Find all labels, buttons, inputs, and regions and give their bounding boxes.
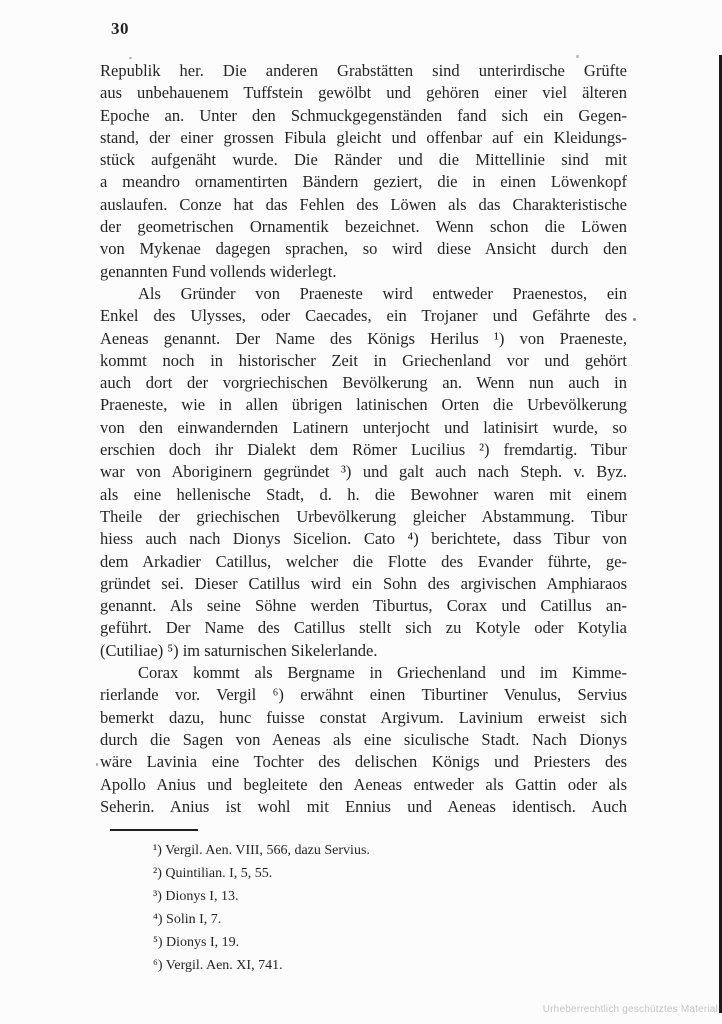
- text-line: a meandro ornamentirten Bändern geziert, die in einen Löwenkopf: [100, 172, 627, 192]
- text-line: Corax kommt als Bergname in Griechenland und im Kimme-: [138, 663, 627, 683]
- text-line: Enkel des Ulysses, oder Caecades, ein Trojaner und Gefährte des: [100, 306, 627, 326]
- text-line: von den einwandernden Latinern unterjocht und latinisirt wurde, so: [100, 417, 627, 437]
- text-line: bemerkt dazu, hunc fuisse constat Argivum. Lavinium erweist sich: [100, 707, 627, 727]
- text-line: von Mykenae dagegen sprachen, so wird diese Ansicht durch den: [100, 239, 627, 259]
- text-line: erschien doch ihr Dialekt dem Römer Lucilius ²) fremdartig. Tibur: [100, 440, 627, 460]
- text-line: dem Arkadier Catillus, welcher die Flotte des Evander führte, ge-: [100, 551, 627, 571]
- text-line: Seherin. Anius ist wohl mit Ennius und Aeneas identisch. Auch: [100, 796, 627, 816]
- text-line: Aeneas genannt. Der Name des Königs Herilus ¹) von Praeneste,: [100, 328, 627, 348]
- paragraph: [100, 662, 627, 818]
- text-line: der geometrischen Ornamentik bezeichnet. Wenn schon die Löwen: [100, 217, 627, 237]
- footnote-line: ¹) Vergil. Aen. VIII, 566, dazu Servius.: [153, 843, 370, 858]
- footnote-separator: [110, 829, 198, 831]
- text-line: stand, der einer grossen Fibula gleicht und offenbar auf ein Kleidungs-: [100, 127, 627, 147]
- text-line: (Cutiliae) ⁵) im saturnischen Sikelerlande.: [100, 640, 378, 660]
- text-line: Als Gründer von Praeneste wird entweder Praenestos, ein: [138, 283, 627, 303]
- text-line: durch die Sagen von Aeneas als eine siculische Stadt. Nach Dionys: [100, 729, 627, 749]
- text-line: auch dort der vorgriechischen Bevölkerung an. Wenn nun auch in: [100, 373, 627, 393]
- text-line: Apollo Anius und begleitete den Aeneas entweder als Gattin oder als: [100, 774, 627, 794]
- scan-speck: [633, 318, 636, 321]
- text-line: Epoche an. Unter den Schmuckgegenständen fand sich ein Gegen-: [100, 105, 627, 125]
- footnote-line: ⁶) Vergil. Aen. XI, 741.: [153, 958, 283, 973]
- text-line: wäre Lavinia eine Tochter des delischen Königs und Priesters des: [100, 752, 627, 772]
- text-line: als eine hellenische Stadt, d. h. die Bewohner waren mit einem: [100, 484, 627, 504]
- scan-speck: [576, 55, 579, 58]
- footnote-line: ⁵) Dionys I, 19.: [153, 935, 240, 950]
- text-line: rierlande vor. Vergil ⁶) erwähnt einen Tiburtiner Venulus, Servius: [100, 685, 627, 705]
- scan-speck: [129, 57, 132, 59]
- text-line: hiess auch nach Dionys Sicelion. Cato ⁴) berichtete, dass Tibur von: [100, 529, 627, 549]
- footnote-line: ³) Dionys I, 13.: [153, 889, 239, 904]
- text-line: auslaufen. Conze hat das Fehlen des Löwen als das Charakteristische: [100, 194, 627, 214]
- text-line: Praeneste, wie in allen übrigen latinischen Orten die Urbevölkerung: [100, 395, 627, 415]
- text-line: geführt. Der Name des Catillus stellt sich zu Kotyle oder Kotylia: [100, 618, 627, 638]
- footnote-line: ⁴) Solin I, 7.: [153, 912, 222, 927]
- text-line: genannt. Als seine Söhne werden Tiburtus, Corax und Catillus an-: [100, 596, 627, 616]
- scan-speck: [96, 763, 98, 766]
- footnotes: [153, 839, 573, 977]
- text-line: kommt noch in historischer Zeit in Griechenland vor und gehört: [100, 350, 627, 370]
- paragraph: [100, 60, 627, 283]
- footnote-line: ²) Quintilian. I, 5, 55.: [153, 866, 273, 881]
- page-number: 30: [111, 19, 129, 38]
- copyright-watermark: Urheberrechtlich geschütztes Material: [542, 1004, 718, 1015]
- text-line: Republik her. Die anderen Grabstätten sind unterirdische Grüfte: [100, 61, 627, 80]
- body-text: [100, 60, 627, 818]
- text-line: genannten Fund vollends widerlegt.: [100, 261, 337, 281]
- text-line: gründet sei. Dieser Catillus wird ein Sohn des argivischen Amphiaraos: [100, 573, 627, 593]
- text-line: stück aufgenäht wurde. Die Ränder und die Mittellinie sind mit: [100, 150, 627, 170]
- text-line: Theile der griechischen Urbevölkerung gleicher Abstammung. Tibur: [100, 506, 627, 526]
- text-line: aus unbehauenem Tuffstein gewölbt und gehören einer viel älteren: [100, 83, 627, 103]
- paragraph: [100, 283, 627, 662]
- text-line: war von Aboriginern gegründet ³) und galt auch nach Steph. v. Byz.: [100, 462, 627, 482]
